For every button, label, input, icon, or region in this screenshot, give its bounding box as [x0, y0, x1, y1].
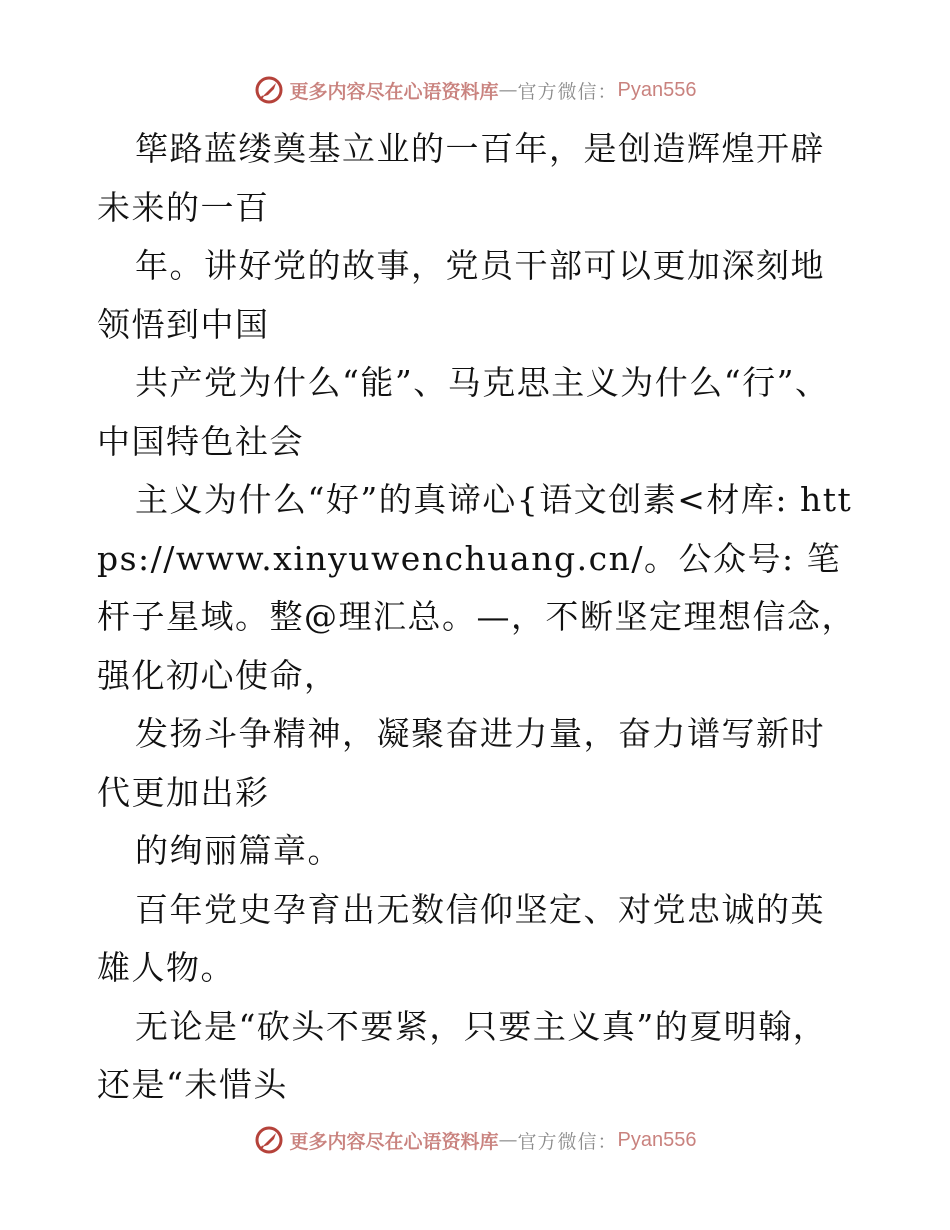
paragraph-line: 年。讲好党的故事，党员干部可以更加深刻地领悟到中国 — [97, 246, 825, 344]
paragraph-line: 发扬斗争精神，凝聚奋进力量，奋力谱写新时代更加出彩 — [97, 714, 825, 812]
paragraph-line: 的绚丽篇章。 — [135, 831, 342, 870]
footer-banner — [0, 1120, 950, 1160]
paragraph-line: 筚路蓝缕奠基立业的一百年，是创造辉煌开辟未来的一百 — [97, 129, 825, 227]
footer-wechat-account: Pyan556 — [617, 1128, 697, 1151]
quill-logo-icon — [254, 75, 284, 105]
document-body — [97, 120, 857, 1115]
footer-wechat-label: 官方微信： — [517, 1130, 618, 1153]
paragraph-line: 共产党为什么“能”、马克思主义为什么“行”、中国特色社会 — [97, 363, 830, 461]
header-banner — [0, 70, 950, 110]
footer-dash: — — [498, 1129, 518, 1151]
header-wechat-label: 官方微信： — [517, 80, 618, 103]
paragraph-line: 主义为什么“好”的真谛心{语文创素<材库: https://www.xinyuwenchuang.cn/。公众号: 笔杆子星域。整@理汇总。—，不断坚定理想信念，强化初心使命， — [97, 480, 856, 695]
header-dash: — — [498, 79, 518, 101]
header-wechat-account: Pyan556 — [617, 78, 697, 101]
paragraph-line: 无论是“砍头不要紧，只要主义真”的夏明翰，还是“未惜头 — [97, 1006, 828, 1104]
quill-logo-icon — [254, 1125, 284, 1155]
paragraph-line: 百年党史孕育出无数信仰坚定、对党忠诚的英雄人物。 — [97, 889, 825, 987]
footer-brand-text: 更多内容尽在心语资料库 — [289, 1130, 499, 1153]
header-brand-text: 更多内容尽在心语资料库 — [289, 80, 499, 103]
